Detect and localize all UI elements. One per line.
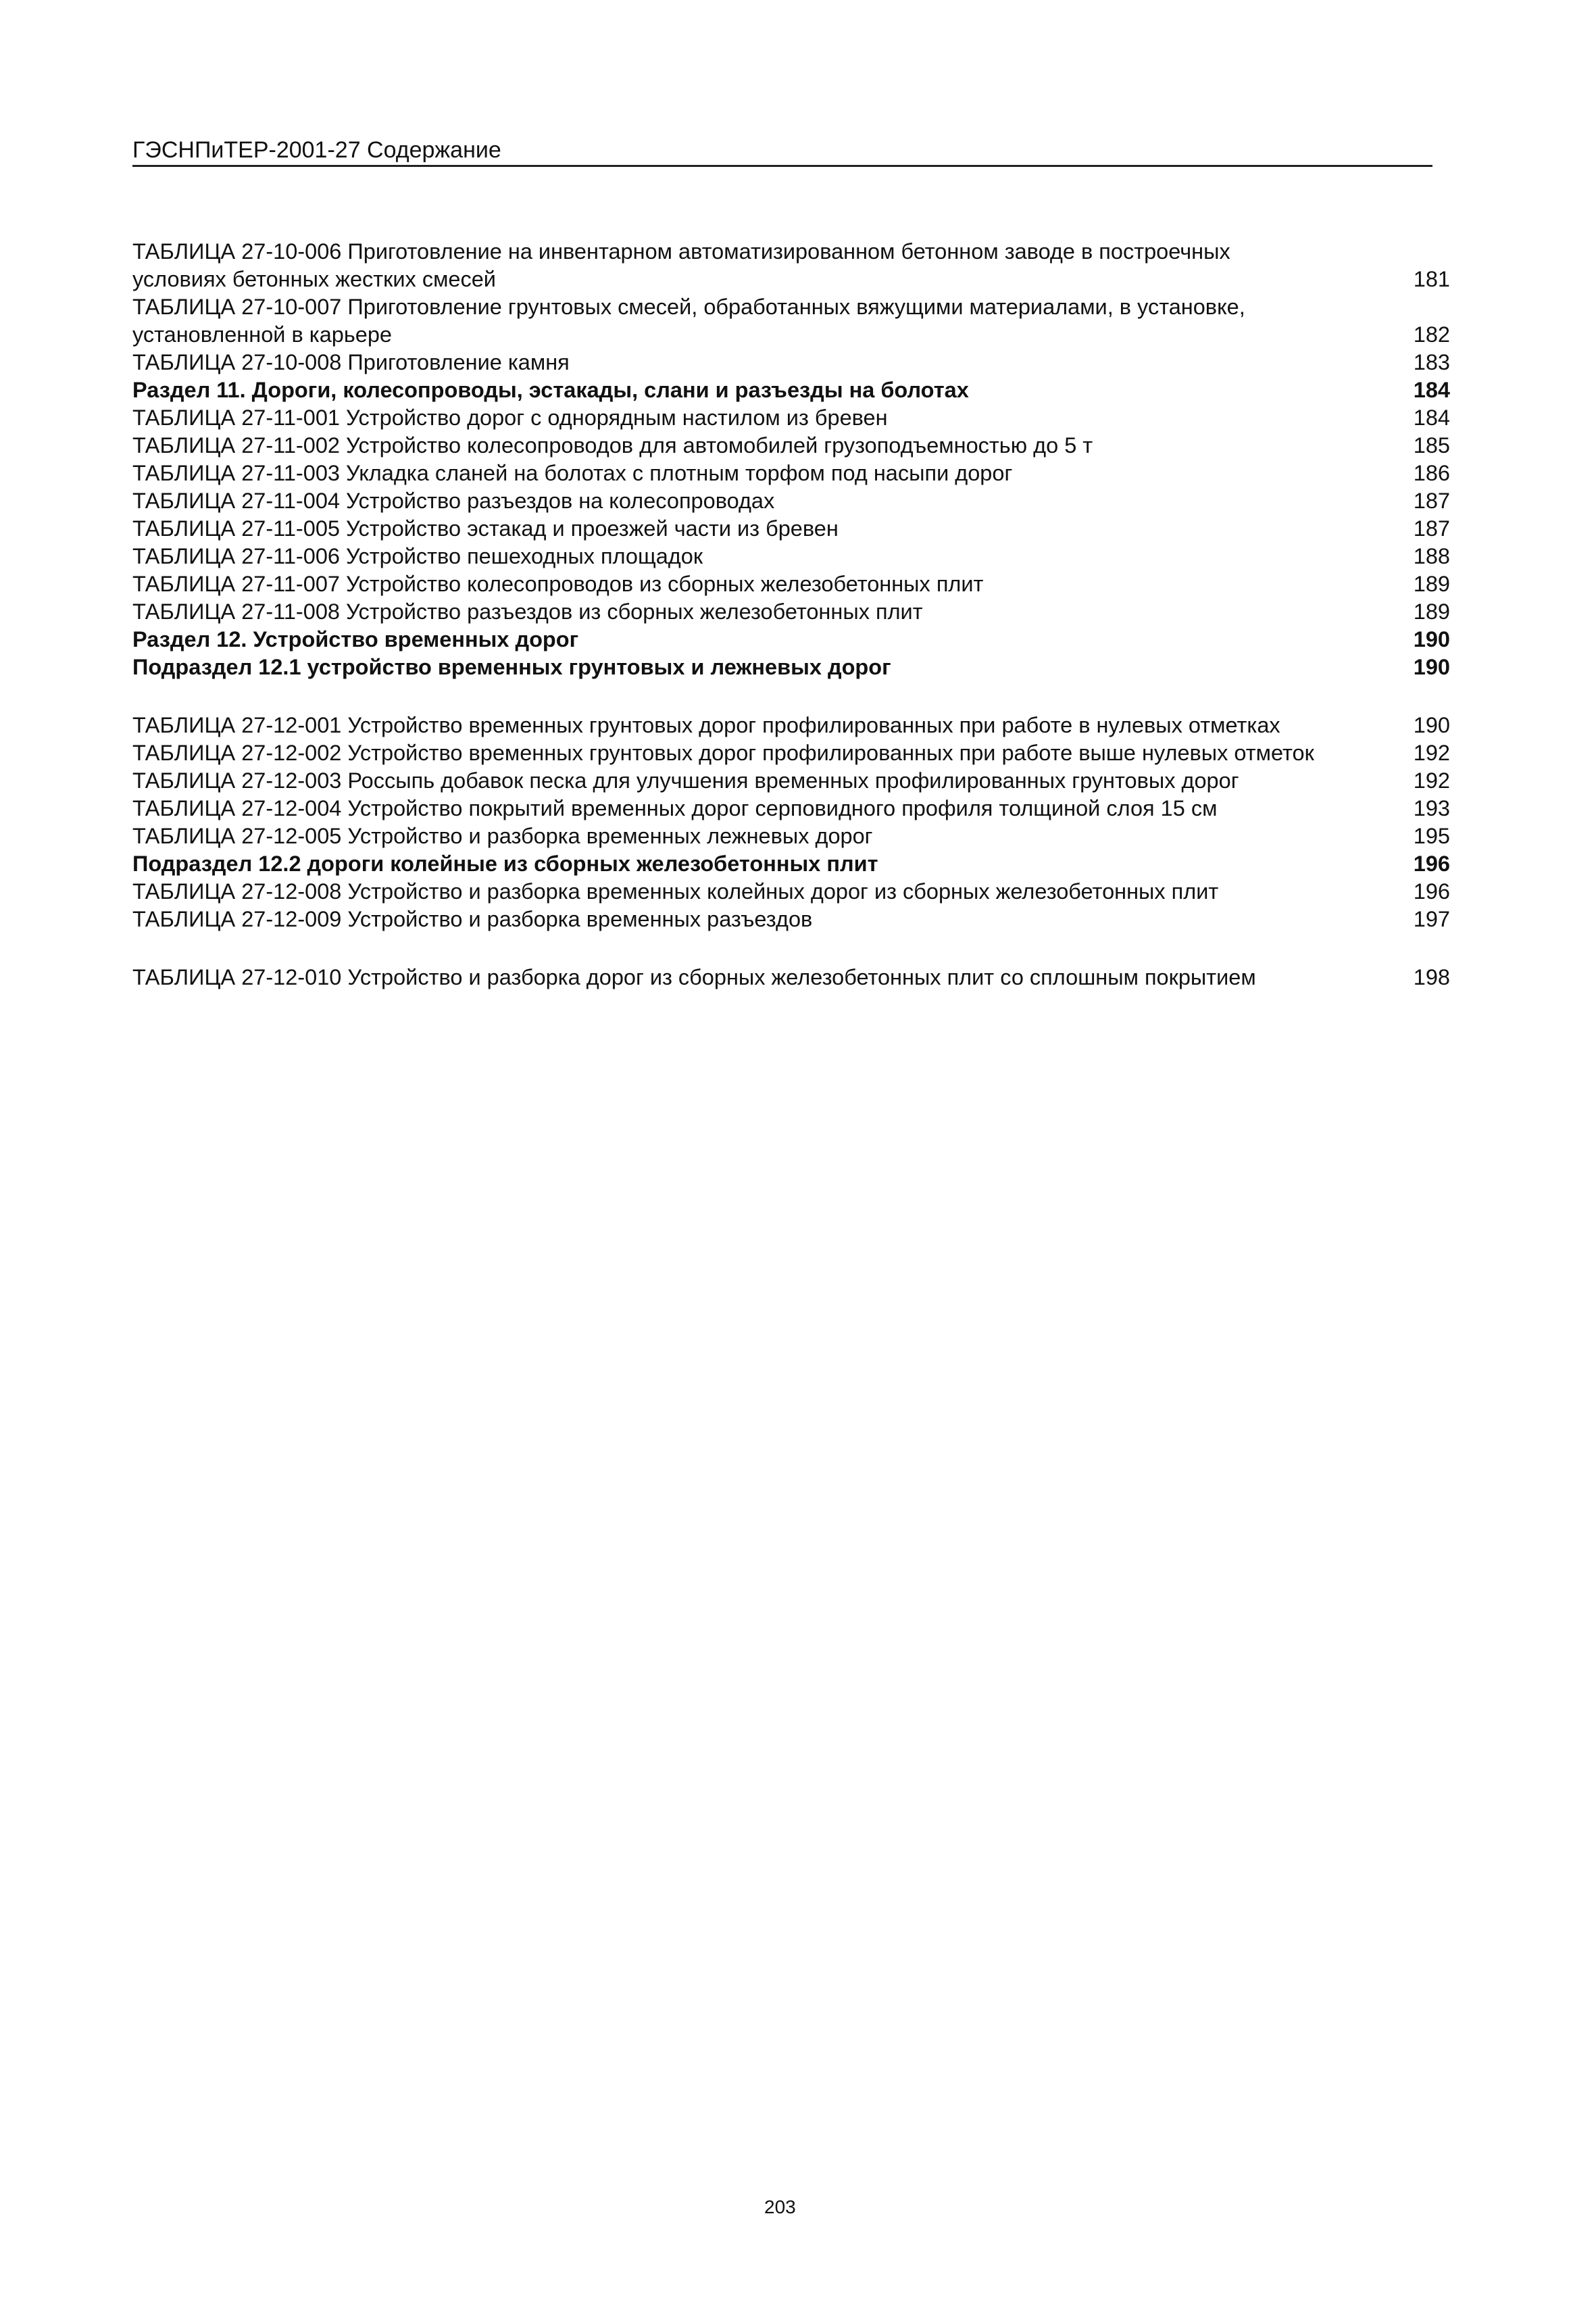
toc-entry-page: 190 (1413, 655, 1450, 679)
toc-section-heading[interactable] (132, 626, 1450, 654)
toc-entry-title: Приготовление грунтовых смесей, обработанных вяжущими материалами, в установке, установленной в карьере (132, 295, 1245, 347)
toc-entry-title: Раздел 12. Устройство временных дорог (132, 627, 579, 651)
toc-entry-code: ТАБЛИЦА 27-10-006 (132, 239, 342, 264)
toc-entry-page: 192 (1413, 741, 1450, 765)
toc-entry[interactable] (132, 487, 1450, 515)
toc-entry-page: 185 (1413, 433, 1450, 458)
page-number: 203 (764, 2196, 796, 2217)
toc-entry[interactable] (132, 293, 1450, 349)
toc-entry-page: 196 (1413, 879, 1450, 904)
toc-entry[interactable] (132, 543, 1450, 570)
toc-entry-code: ТАБЛИЦА 27-11-007 (132, 572, 340, 596)
toc-entry-title: Подраздел 12.2 дороги колейные из сборных железобетонных плит (132, 852, 878, 876)
toc-entry-title: Укладка сланей на болотах с плотным торфом под насыпи дорог (346, 461, 1013, 485)
toc-entry-title: Приготовление на инвентарном автоматизированном бетонном заводе в построечных условиях бетонных жестких смесей (132, 239, 1230, 291)
toc-entry-code: ТАБЛИЦА 27-11-002 (132, 433, 340, 458)
toc-entry-title: Устройство и разборка временных разъездов (347, 907, 813, 931)
toc-entry[interactable] (132, 964, 1450, 991)
toc-entry[interactable] (132, 515, 1450, 543)
toc-entry[interactable] (132, 404, 1450, 432)
toc-entry-code: ТАБЛИЦА 27-11-004 (132, 489, 340, 513)
toc-entry-title: Устройство и разборка дорог из сборных железобетонных плит со сплошным покрытием (347, 965, 1256, 989)
toc-entry-page: 192 (1413, 768, 1450, 793)
toc-entry-title: Устройство дорог с однорядным настилом из бревен (346, 405, 888, 430)
toc-entry[interactable] (132, 795, 1450, 822)
toc-entry-page: 193 (1413, 796, 1450, 820)
toc-entry[interactable] (132, 349, 1450, 376)
toc-entry-page: 181 (1413, 267, 1450, 291)
toc-entry-code: ТАБЛИЦА 27-12-005 (132, 824, 342, 848)
toc-section-heading[interactable] (132, 654, 1450, 681)
toc-entry-title: Устройство эстакад и проезжей части из бревен (346, 516, 839, 541)
toc-entry-code: ТАБЛИЦА 27-11-008 (132, 599, 340, 624)
toc-entry-title: Россыпь добавок песка для улучшения временных профилированных грунтовых дорог (347, 768, 1239, 793)
toc-entry[interactable] (132, 739, 1450, 767)
toc-entry[interactable] (132, 460, 1450, 487)
toc-entry-title: Устройство пешеходных площадок (346, 544, 703, 568)
toc-section-heading[interactable] (132, 850, 1450, 878)
toc-entry-page: 195 (1413, 824, 1450, 848)
table-of-contents (132, 238, 1450, 991)
toc-entry-code: ТАБЛИЦА 27-11-001 (132, 405, 340, 430)
toc-entry[interactable] (132, 878, 1450, 906)
toc-entry-page: 183 (1413, 350, 1450, 374)
toc-entry-page: 184 (1413, 378, 1450, 402)
toc-entry[interactable] (132, 238, 1450, 293)
toc-entry-title: Раздел 11. Дороги, колесопроводы, эстакады, слани и разъезды на болотах (132, 378, 969, 402)
toc-entry-code: ТАБЛИЦА 27-11-006 (132, 544, 340, 568)
toc-entry-code: ТАБЛИЦА 27-10-007 (132, 295, 342, 319)
toc-entry-title: Устройство разъездов из сборных железобетонных плит (346, 599, 923, 624)
toc-entry-title: Устройство и разборка временных лежневых дорог (347, 824, 873, 848)
toc-entry[interactable] (132, 712, 1450, 739)
toc-section-heading[interactable] (132, 376, 1450, 404)
toc-entry-title: Устройство временных грунтовых дорог профилированных при работе выше нулевых отметок (347, 741, 1314, 765)
toc-entry-page: 188 (1413, 544, 1450, 568)
toc-entry-title: Устройство разъездов на колесопроводах (346, 489, 775, 513)
toc-entry-page: 197 (1413, 907, 1450, 931)
toc-entry-page: 187 (1413, 489, 1450, 513)
toc-entry-page: 186 (1413, 461, 1450, 485)
toc-entry-page: 184 (1413, 405, 1450, 430)
toc-entry-code: ТАБЛИЦА 27-12-008 (132, 879, 342, 904)
toc-entry-code: ТАБЛИЦА 27-12-003 (132, 768, 342, 793)
toc-entry-code: ТАБЛИЦА 27-12-009 (132, 907, 342, 931)
toc-entry-code: ТАБЛИЦА 27-11-005 (132, 516, 340, 541)
toc-entry-title: Устройство колесопроводов для автомобилей грузоподъемностью до 5 т (346, 433, 1093, 458)
toc-entry-page: 189 (1413, 572, 1450, 596)
toc-entry[interactable] (132, 598, 1450, 626)
toc-entry-code: ТАБЛИЦА 27-12-004 (132, 796, 342, 820)
toc-entry[interactable] (132, 570, 1450, 598)
toc-entry-title: Устройство покрытий временных дорог серповидного профиля толщиной слоя 15 см (347, 796, 1218, 820)
toc-entry-title: Приготовление камня (347, 350, 570, 374)
toc-entry-code: ТАБЛИЦА 27-12-001 (132, 713, 342, 737)
toc-entry-code: ТАБЛИЦА 27-12-002 (132, 741, 342, 765)
toc-entry-code: ТАБЛИЦА 27-12-010 (132, 965, 342, 989)
toc-entry-title: Устройство и разборка временных колейных дорог из сборных железобетонных плит (347, 879, 1219, 904)
toc-entry-page: 189 (1413, 599, 1450, 624)
toc-entry-page: 190 (1413, 713, 1450, 737)
toc-entry[interactable] (132, 767, 1450, 795)
toc-entry-title: Устройство колесопроводов из сборных железобетонных плит (346, 572, 984, 596)
toc-entry-page: 196 (1413, 852, 1450, 876)
toc-entry[interactable] (132, 432, 1450, 460)
toc-entry-title: Подраздел 12.1 устройство временных грунтовых и лежневых дорог (132, 655, 891, 679)
toc-entry[interactable] (132, 906, 1450, 933)
toc-entry-page: 182 (1413, 322, 1450, 347)
toc-entry-page: 187 (1413, 516, 1450, 541)
page-header: ГЭСНПиТЕР-2001-27 Содержание (132, 135, 1432, 167)
toc-entry-title: Устройство временных грунтовых дорог профилированных при работе в нулевых отметках (347, 713, 1280, 737)
toc-entry[interactable] (132, 822, 1450, 850)
toc-entry-code: ТАБЛИЦА 27-11-003 (132, 461, 340, 485)
toc-entry-page: 198 (1413, 965, 1450, 989)
toc-entry-code: ТАБЛИЦА 27-10-008 (132, 350, 342, 374)
toc-entry-page: 190 (1413, 627, 1450, 651)
